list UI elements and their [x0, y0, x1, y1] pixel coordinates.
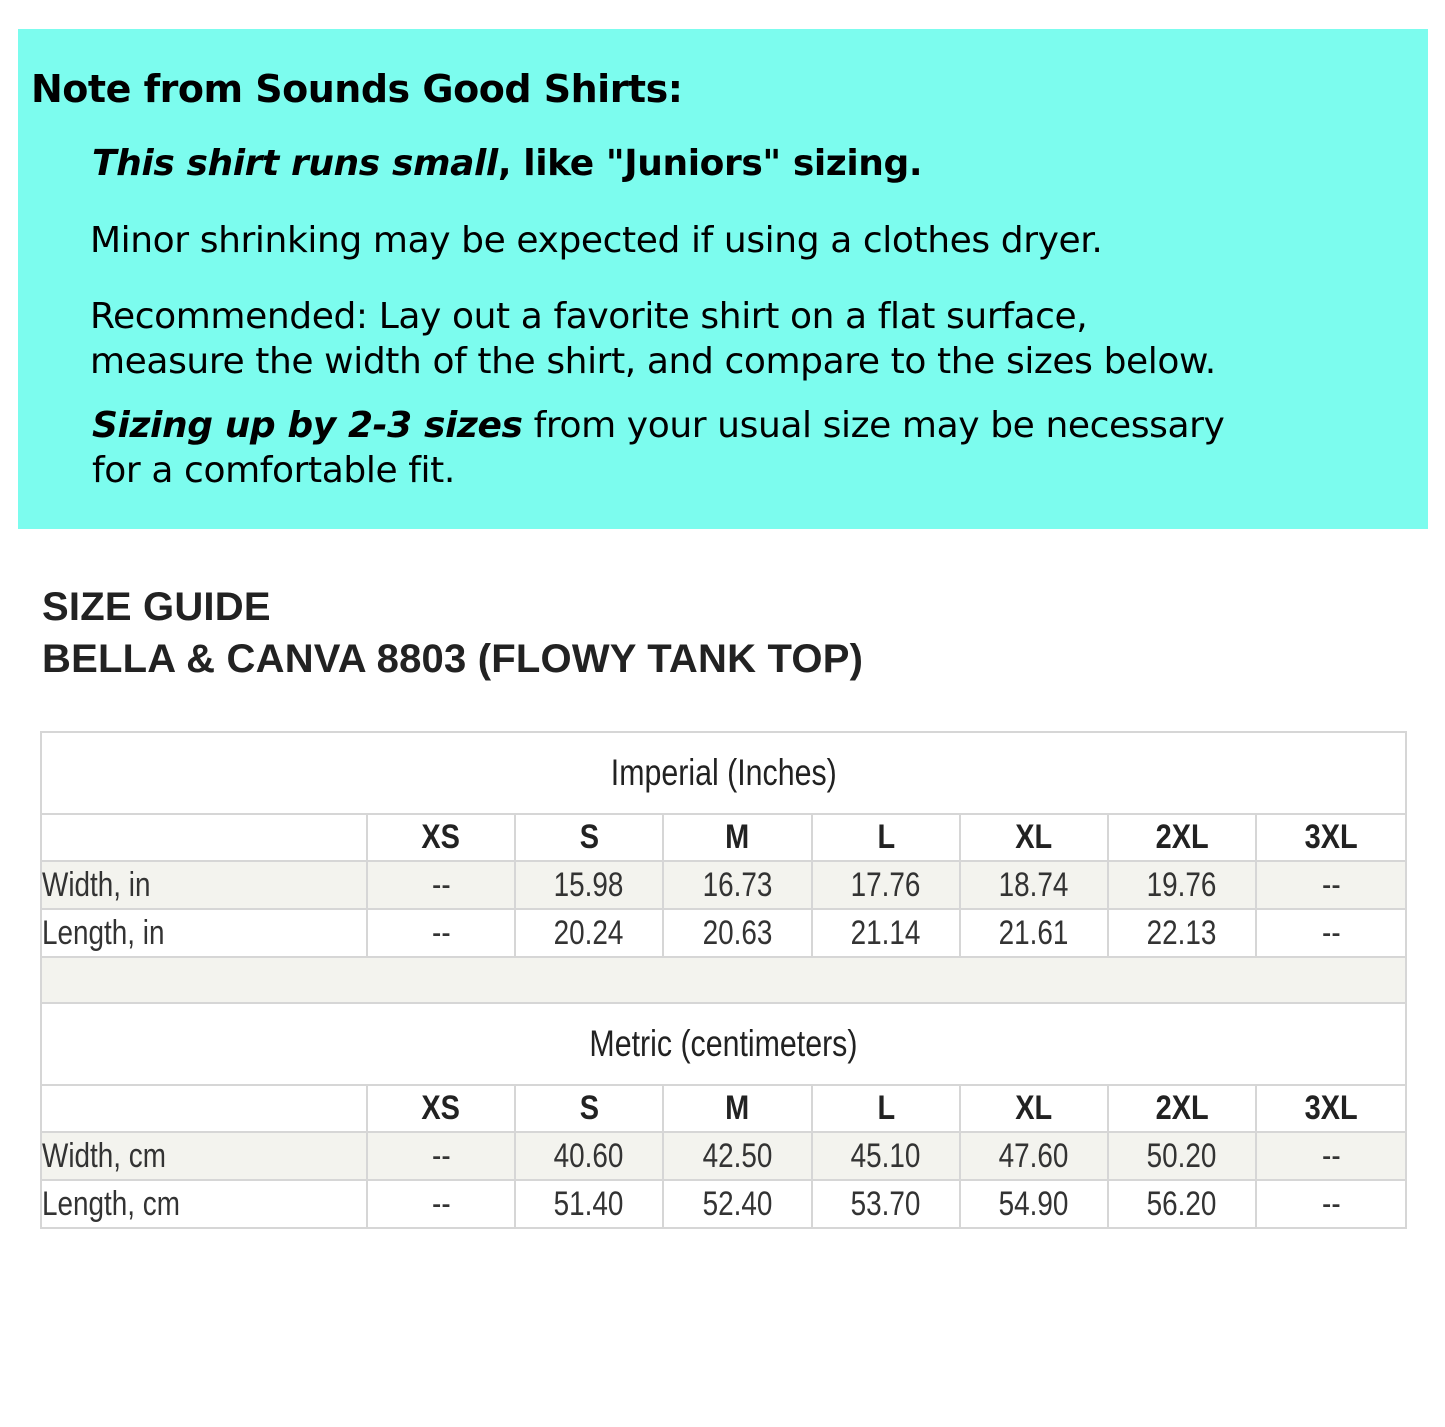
- section-spacer: [41, 957, 1406, 1003]
- imperial-size-header-row: [41, 814, 1406, 861]
- measurement-cell: --: [367, 1132, 515, 1180]
- metric-size-header: M: [663, 1085, 812, 1132]
- measurement-cell: 21.61: [960, 909, 1108, 957]
- row-label: Width, in: [41, 861, 367, 909]
- table-row: [41, 1180, 1406, 1228]
- measurement-cell: --: [1256, 1132, 1406, 1180]
- note-line-runs-small: [92, 142, 922, 186]
- note-sizing-up-rest: from your usual size may be necessary: [522, 405, 1225, 446]
- section-spacer-cell: [41, 957, 1406, 1003]
- imperial-size-header: L: [812, 814, 960, 861]
- row-label: Length, cm: [41, 1180, 367, 1228]
- note-line-recommended-1: Recommended: Lay out a favorite shirt on a flat surface,: [90, 296, 1088, 337]
- measurement-cell: 54.90: [960, 1180, 1108, 1228]
- imperial-size-header: 2XL: [1108, 814, 1256, 861]
- imperial-size-header: XS: [367, 814, 515, 861]
- note-sizing-up-emphasis: Sizing up by 2-3 sizes: [92, 405, 523, 446]
- measurement-cell: --: [367, 861, 515, 909]
- metric-heading-row: [41, 1003, 1406, 1085]
- metric-heading: [41, 1003, 1406, 1085]
- measurement-cell: 16.73: [663, 861, 812, 909]
- row-label: Length, in: [41, 909, 367, 957]
- measurement-cell: 42.50: [663, 1132, 812, 1180]
- size-guide-title: SIZE GUIDE: [42, 585, 271, 629]
- measurement-cell: 18.74: [960, 861, 1108, 909]
- table-row: [41, 1132, 1406, 1180]
- measurement-cell: --: [367, 1180, 515, 1228]
- measurement-cell: 47.60: [960, 1132, 1108, 1180]
- imperial-size-header: 3XL: [1256, 814, 1406, 861]
- note-box: [18, 29, 1428, 529]
- table-row: [41, 909, 1406, 957]
- measurement-cell: 21.14: [812, 909, 960, 957]
- metric-size-header: XS: [367, 1085, 515, 1132]
- imperial-heading: [41, 732, 1406, 814]
- imperial-size-header: S: [515, 814, 663, 861]
- note-line-comfortable-fit: for a comfortable fit.: [92, 450, 455, 491]
- metric-size-header: XL: [960, 1085, 1108, 1132]
- metric-heading-text: Metric (centimeters): [589, 1023, 858, 1064]
- measurement-cell: 50.20: [1108, 1132, 1256, 1180]
- note-runs-small-rest: , like "Juniors" sizing.: [497, 143, 923, 184]
- note-line-recommended-2: measure the width of the shirt, and compare to the sizes below.: [90, 341, 1216, 382]
- metric-size-header: S: [515, 1085, 663, 1132]
- imperial-heading-row: [41, 732, 1406, 814]
- metric-size-header: 3XL: [1256, 1085, 1406, 1132]
- metric-size-header: 2XL: [1108, 1085, 1256, 1132]
- size-guide-product: BELLA & CANVA 8803 (FLOWY TANK TOP): [42, 637, 864, 681]
- measurement-cell: 56.20: [1108, 1180, 1256, 1228]
- imperial-size-header: M: [663, 814, 812, 861]
- table-row: [41, 861, 1406, 909]
- metric-header-blank: [41, 1085, 367, 1132]
- measurement-cell: 40.60: [515, 1132, 663, 1180]
- row-label: Width, cm: [41, 1132, 367, 1180]
- measurement-cell: 53.70: [812, 1180, 960, 1228]
- measurement-cell: --: [367, 909, 515, 957]
- measurement-cell: 52.40: [663, 1180, 812, 1228]
- measurement-cell: 15.98: [515, 861, 663, 909]
- measurement-cell: --: [1256, 1180, 1406, 1228]
- metric-size-header: L: [812, 1085, 960, 1132]
- measurement-cell: --: [1256, 861, 1406, 909]
- imperial-size-header: XL: [960, 814, 1108, 861]
- imperial-heading-text: Imperial (Inches): [610, 752, 837, 793]
- metric-size-header-row: [41, 1085, 1406, 1132]
- measurement-cell: 17.76: [812, 861, 960, 909]
- measurement-cell: 20.24: [515, 909, 663, 957]
- measurement-cell: 20.63: [663, 909, 812, 957]
- measurement-cell: 22.13: [1108, 909, 1256, 957]
- imperial-header-blank: [41, 814, 367, 861]
- size-table-body: [41, 732, 1406, 1228]
- measurement-cell: 45.10: [812, 1132, 960, 1180]
- size-table: [40, 731, 1407, 1229]
- measurement-cell: 51.40: [515, 1180, 663, 1228]
- note-runs-small-emphasis: This shirt runs small: [92, 143, 498, 184]
- measurement-cell: --: [1256, 909, 1406, 957]
- note-title: Note from Sounds Good Shirts:: [31, 67, 683, 111]
- note-line-sizing-up: [92, 404, 1224, 448]
- note-line-shrinking: Minor shrinking may be expected if using a clothes dryer.: [90, 220, 1103, 261]
- measurement-cell: 19.76: [1108, 861, 1256, 909]
